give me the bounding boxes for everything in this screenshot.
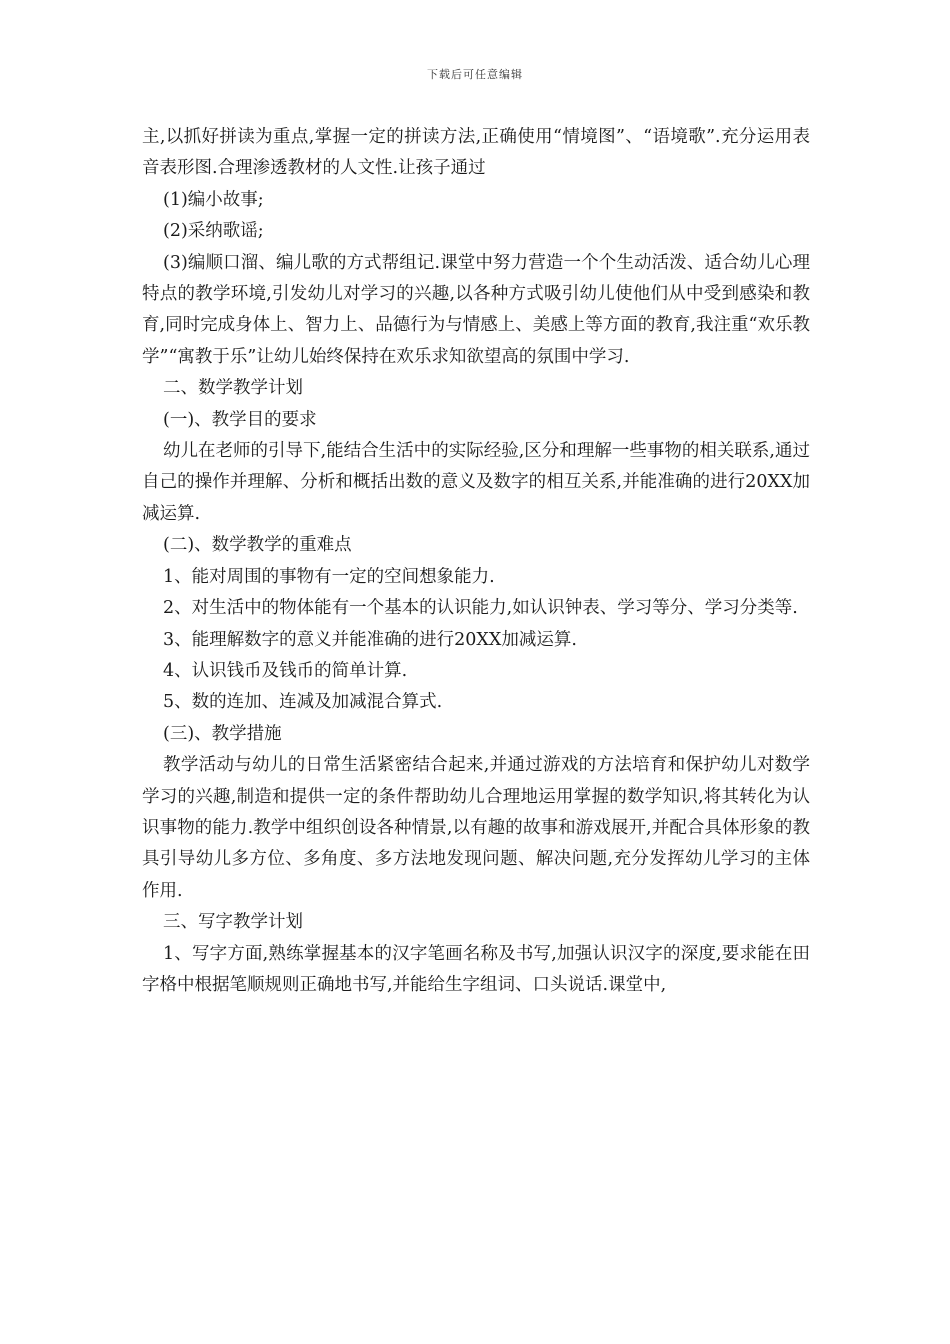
paragraph-pinyin-method: 主,以抓好拼读为重点,掌握一定的拼读方法,正确使用“情境图”、“语境歌”.充分运用表音表形图.合理渗透教材的人文性.让孩子通过 xyxy=(142,127,810,179)
paragraph-goals: 幼儿在老师的引导下,能结合生活中的实际经验,区分和理解一些事物的相关联系,通过自己的操作并理解、分析和概括出数的意义及数字的相互关系,并能准确的进行20XX加减运算. xyxy=(142,441,810,524)
paragraph-item-3: (3)编顺口溜、编儿歌的方式帮组记.课堂中努力营造一个个生动活泼、适合幼儿心理特点的教学环境,引发幼儿对学习的兴趣,以各种方式吸引幼儿使他们从中受到感染和教育,同时完成身体上、智力上、品德行为与情感上、美感上等方面的教育,我注重“欢乐教学”“寓教于乐”让幼儿始终保持在欢乐求知欲望高的氛围中学习. xyxy=(142,252,810,367)
section-heading-math: 二、数学教学计划 xyxy=(163,378,303,399)
subheading-goals: (一)、教学目的要求 xyxy=(163,409,317,430)
paragraph-item-2: (2)采纳歌谣; xyxy=(163,221,264,242)
list-item-key-4: 4、认识钱币及钱币的简单计算. xyxy=(163,660,408,681)
section-heading-writing: 三、写字教学计划 xyxy=(163,912,303,933)
subheading-measures: (三)、教学措施 xyxy=(163,723,282,744)
paragraph-measures: 教学活动与幼儿的日常生活紧密结合起来,并通过游戏的方法培育和保护幼儿对数学学习的兴趣,制造和提供一定的条件帮助幼儿合理地运用掌握的数学知识,将其转化为认识事物的能力.教学中组织创设各种情景,以有趣的故事和游戏展开,并配合具体形象的教具引导幼儿多方位、多角度、多方法地发现问题、解决问题,充分发挥幼儿学习的主体作用. xyxy=(142,755,810,901)
list-item-key-1: 1、能对周围的事物有一定的空间想象能力. xyxy=(163,566,495,587)
list-item-key-5: 5、数的连加、连减及加减混合算式. xyxy=(163,692,443,713)
list-item-key-3: 3、能理解数字的意义并能准确的进行20XX加减运算. xyxy=(163,629,577,650)
paragraph-item-1: (1)编小故事; xyxy=(163,189,264,210)
list-item-key-2: 2、对生活中的物体能有一个基本的认识能力,如认识钟表、学习等分、学习分类等. xyxy=(163,598,798,619)
document-body xyxy=(142,122,810,1001)
page-header: 下载后可任意编辑 xyxy=(427,68,523,81)
subheading-key-points: (二)、数学教学的重难点 xyxy=(163,535,352,556)
paragraph-writing-1: 1、写字方面,熟练掌握基本的汉字笔画名称及书写,加强认识汉字的深度,要求能在田字格中根据笔顺规则正确地书写,并能给生字组词、口头说话.课堂中, xyxy=(142,943,810,995)
